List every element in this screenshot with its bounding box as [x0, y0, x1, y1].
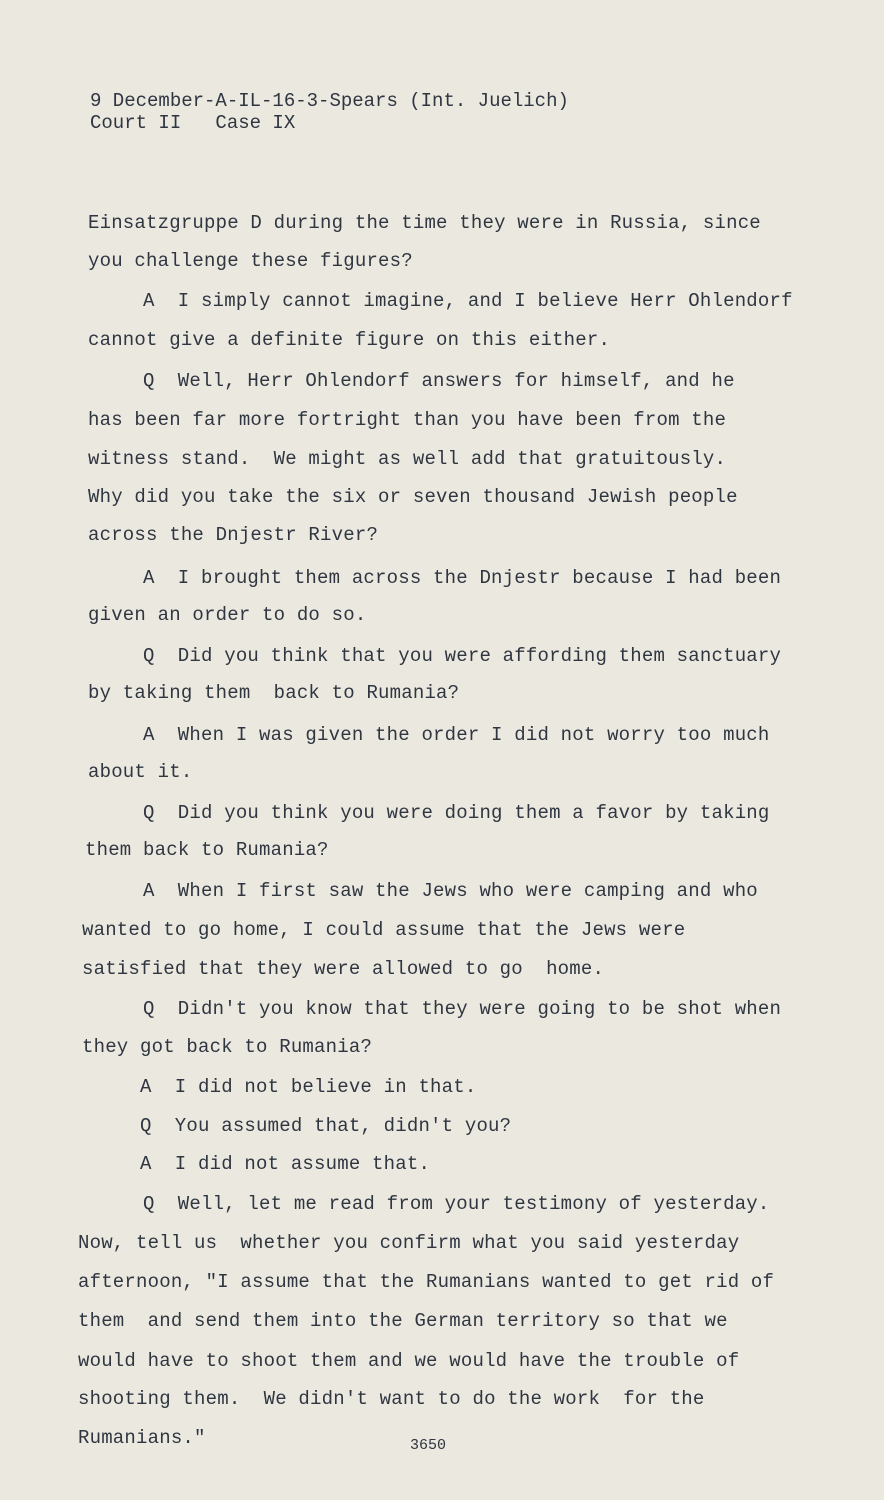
body-line: cannot give a definite figure on this either. — [88, 329, 611, 351]
body-line: Why did you take the six or seven thousand Jewish people — [88, 486, 738, 508]
body-line: Q You assumed that, didn't you? — [140, 1115, 512, 1137]
body-line: Q Well, let me read from your testimony of yesterday. — [143, 1193, 770, 1215]
body-line: has been far more fortright than you have been from the — [88, 409, 727, 431]
page-header — [90, 90, 569, 134]
body-line: satisfied that they were allowed to go home. — [82, 958, 605, 980]
body-line: Einsatzgruppe D during the time they were in Russia, since — [88, 212, 761, 234]
page-number: 3650 — [410, 1437, 447, 1454]
body-line: Q Didn't you know that they were going to be shot when — [143, 998, 782, 1020]
body-line: A I simply cannot imagine, and I believe Herr Ohlendorf — [143, 290, 793, 312]
body-line: A When I first saw the Jews who were camping and who — [143, 880, 758, 902]
body-line: you challenge these figures? — [88, 250, 413, 272]
header-line-2: Court II Case IX — [90, 112, 296, 134]
body-line: witness stand. We might as well add that gratuitously. — [88, 448, 727, 470]
body-line: A I did not assume that. — [140, 1153, 431, 1175]
body-line: Q Well, Herr Ohlendorf answers for himself, and he — [143, 370, 735, 392]
body-line: A I did not believe in that. — [140, 1076, 477, 1098]
body-line: Q Did you think you were doing them a favor by taking — [143, 802, 770, 824]
body-line: afternoon, "I assume that the Rumanians wanted to get rid of — [78, 1271, 775, 1293]
header-line-1: 9 December-A-IL-16-3-Spears (Int. Juelich) — [90, 90, 569, 112]
body-line: they got back to Rumania? — [82, 1036, 373, 1058]
body-line: A When I was given the order I did not worry too much — [143, 724, 770, 746]
body-line: across the Dnjestr River? — [88, 524, 379, 546]
body-line: by taking them back to Rumania? — [88, 682, 460, 704]
body-line: them back to Rumania? — [85, 839, 329, 861]
body-line: A I brought them across the Dnjestr because I had been — [143, 567, 782, 589]
body-line: shooting them. We didn't want to do the work for the — [78, 1388, 705, 1410]
body-line: them and send them into the German territory so that we — [78, 1310, 728, 1332]
body-line: about it. — [88, 761, 193, 783]
body-line: Rumanians." — [78, 1427, 206, 1449]
body-line: given an order to do so. — [88, 604, 367, 626]
body-line: wanted to go home, I could assume that the Jews were — [82, 919, 686, 941]
body-line: would have to shoot them and we would have the trouble of — [78, 1350, 740, 1372]
body-line: Now, tell us whether you confirm what you said yesterday — [78, 1232, 740, 1254]
body-line: Q Did you think that you were affording them sanctuary — [143, 645, 782, 667]
